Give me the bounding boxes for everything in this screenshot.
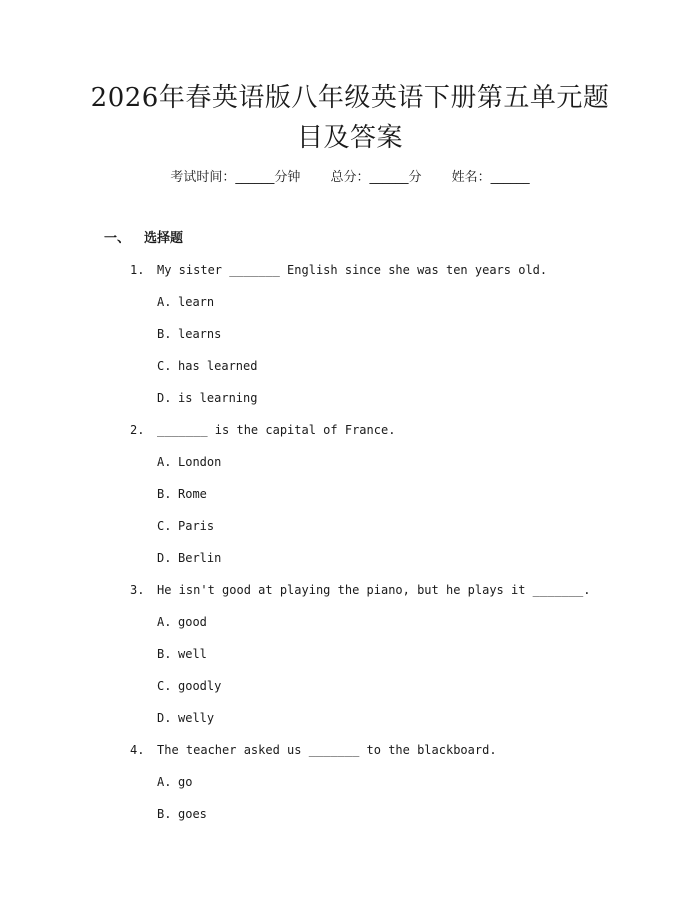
option-letter: C. [157, 679, 172, 693]
section-number: 一、 [104, 231, 131, 246]
option-letter: A. [157, 295, 172, 309]
question-text: My sister _______ English since she was ten years old. [157, 263, 548, 277]
option-letter: C. [157, 359, 172, 373]
option-text: is learning [178, 391, 258, 405]
option-letter: B. [157, 647, 172, 661]
section-heading [104, 229, 183, 249]
exam-info [0, 168, 700, 188]
option-letter: D. [157, 711, 172, 725]
option-letter: B. [157, 487, 172, 501]
option-text: well [178, 647, 207, 661]
title-line-2: 目及答案 [296, 123, 403, 153]
option [130, 450, 650, 482]
option [130, 610, 650, 642]
document-title [90, 78, 610, 158]
option [130, 642, 650, 674]
option-text: go [178, 775, 193, 789]
student-name: 姓名：______ [451, 170, 530, 185]
option-text: has learned [178, 359, 258, 373]
option [130, 386, 650, 418]
option-letter: A. [157, 615, 172, 629]
option-text: welly [178, 711, 215, 725]
option-letter: D. [157, 391, 172, 405]
option-text: learns [178, 327, 222, 341]
option-letter: A. [157, 775, 172, 789]
option [130, 482, 650, 514]
option [130, 706, 650, 738]
option-letter: D. [157, 551, 172, 565]
option-text: goes [178, 807, 207, 821]
option [130, 770, 650, 802]
question-text: _______ is the capital of France. [157, 423, 396, 437]
option [130, 674, 650, 706]
option-text: good [178, 615, 207, 629]
question-number: 3. [130, 583, 145, 597]
question [130, 258, 650, 418]
option [130, 322, 650, 354]
option-letter: C. [157, 519, 172, 533]
title-line-1: 2026年春英语版八年级英语下册第五单元题 [90, 83, 610, 113]
question-stem [130, 738, 650, 770]
option-text: London [178, 455, 222, 469]
option-text: Paris [178, 519, 215, 533]
option [130, 290, 650, 322]
question-stem [130, 258, 650, 290]
option-text: goodly [178, 679, 222, 693]
option [130, 802, 650, 834]
question [130, 418, 650, 578]
question-number: 4. [130, 743, 145, 757]
option-text: Berlin [178, 551, 222, 565]
option [130, 514, 650, 546]
section-title: 选择题 [144, 231, 184, 246]
option-letter: B. [157, 807, 172, 821]
question [130, 738, 650, 834]
question-number: 1. [130, 263, 145, 277]
exam-time: 考试时间：______分钟 [170, 170, 301, 185]
option [130, 354, 650, 386]
question-stem [130, 418, 650, 450]
question-list [130, 258, 650, 834]
option-letter: B. [157, 327, 172, 341]
option-letter: A. [157, 455, 172, 469]
question-text: He isn't good at playing the piano, but he plays it _______. [157, 583, 591, 597]
question-number: 2. [130, 423, 145, 437]
option-text: learn [178, 295, 215, 309]
question [130, 578, 650, 738]
option [130, 546, 650, 578]
option-text: Rome [178, 487, 207, 501]
total-score: 总分：______分 [330, 170, 422, 185]
question-text: The teacher asked us _______ to the blackboard. [157, 743, 497, 757]
question-stem [130, 578, 650, 610]
